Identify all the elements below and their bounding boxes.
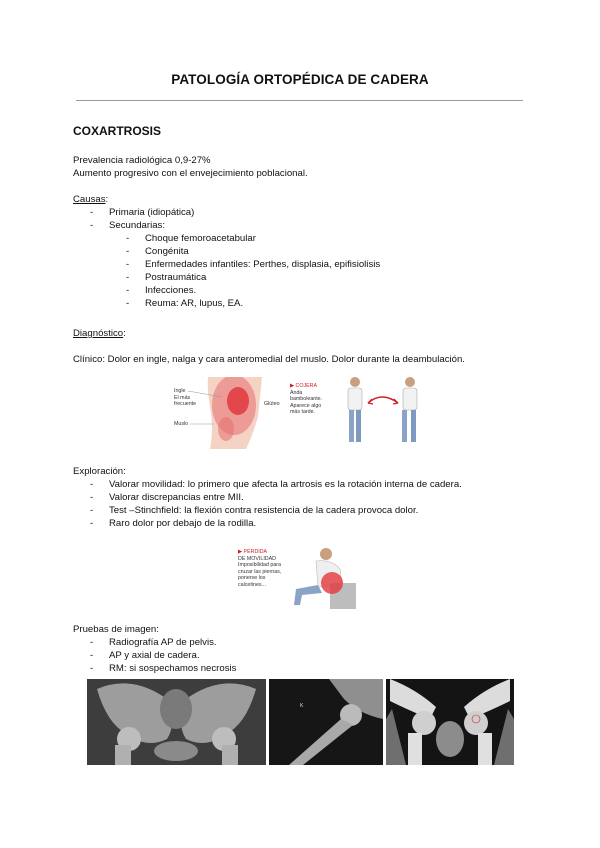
causas-colon: : bbox=[105, 194, 109, 205]
list-item-text: Primaria (idiopática) bbox=[109, 207, 195, 218]
hip-axial-xray-graphic bbox=[269, 679, 383, 765]
list-item bbox=[90, 662, 237, 675]
page-title: PATOLOGÍA ORTOPÉDICA DE CADERA bbox=[171, 72, 429, 87]
hip-mri-graphic bbox=[386, 679, 514, 765]
ingle-label-line: Ingle bbox=[174, 388, 186, 394]
cojera-line: bamboleante. bbox=[290, 396, 323, 402]
list-item bbox=[126, 271, 380, 284]
list-dash: - bbox=[90, 505, 94, 516]
movilidad-line: ponerse los bbox=[238, 575, 266, 581]
pelvis-xray-graphic bbox=[87, 679, 266, 765]
list-item bbox=[126, 297, 380, 310]
list-dash: - bbox=[126, 298, 130, 309]
list-item-text: Reuma: AR, lupus, EA. bbox=[145, 298, 244, 309]
list-item-text: AP y axial de cadera. bbox=[109, 650, 200, 661]
movilidad-title-text: PÉRDIDA bbox=[243, 549, 268, 555]
list-dash: - bbox=[126, 233, 130, 244]
clinico-text: Clínico: Dolor en ingle, nalga y cara anteromedial del muslo. Dolor durante la deambulación. bbox=[73, 354, 465, 365]
list-item bbox=[90, 504, 462, 517]
list-item-text: Radiografía AP de pelvis. bbox=[109, 637, 217, 648]
list-dash: - bbox=[126, 285, 130, 296]
causas-list bbox=[90, 206, 195, 232]
list-item-text: Raro dolor por debajo de la rodilla. bbox=[109, 518, 257, 529]
diagnostico-colon: : bbox=[123, 328, 126, 339]
cojera-line: Aparece algo bbox=[290, 402, 322, 409]
list-item bbox=[126, 258, 381, 271]
list-item-text: RM: si sospechamos necrosis bbox=[109, 663, 237, 674]
list-dash: - bbox=[90, 220, 94, 231]
list-dash: - bbox=[90, 650, 94, 661]
diagnostico-heading-text: Diagnóstico bbox=[73, 328, 124, 339]
list-item bbox=[126, 284, 380, 297]
mri-image bbox=[386, 679, 514, 765]
ingle-label-line: El más bbox=[174, 394, 191, 401]
list-item bbox=[90, 649, 236, 662]
list-item bbox=[90, 219, 194, 232]
list-item bbox=[90, 636, 236, 649]
list-item bbox=[90, 491, 462, 504]
list-item bbox=[126, 232, 380, 245]
movilidad-figure bbox=[233, 545, 358, 611]
xray-pelvis-image bbox=[87, 679, 266, 765]
ingle-label bbox=[174, 388, 196, 408]
list-dash: - bbox=[90, 518, 94, 529]
movilidad-line: Imposibilidad para bbox=[238, 562, 281, 568]
ingle-label-line: frecuente bbox=[174, 401, 197, 407]
movilidad-line: cruzar las piernas, bbox=[238, 568, 282, 575]
list-dash: - bbox=[126, 259, 130, 270]
section-title: COXARTROSIS bbox=[73, 124, 162, 138]
movilidad-title-line: DE MOVILIDAD bbox=[238, 555, 276, 562]
cojera-label bbox=[290, 383, 322, 416]
movilidad-line: calcetines... bbox=[238, 581, 266, 588]
pain-location-figure bbox=[170, 377, 262, 449]
xray-hip-axial-image bbox=[269, 679, 383, 765]
seated-man-illustration bbox=[288, 545, 358, 611]
list-item-text: Test –Stinchfield: la flexión contra resistencia de la cadera provoca dolor. bbox=[109, 505, 419, 516]
title-divider bbox=[76, 100, 523, 101]
list-item-text: Infecciones. bbox=[145, 285, 197, 296]
secundarias-list bbox=[126, 232, 381, 310]
list-dash: - bbox=[90, 637, 94, 648]
list-item-text: Enfermedades infantiles: Perthes, displasia, epifisiolisis bbox=[145, 259, 381, 270]
list-dash: - bbox=[90, 207, 94, 218]
exploracion-heading: Exploración: bbox=[73, 466, 126, 477]
list-item-text: Valorar movilidad: lo primero que afecta la artrosis es la rotación interna de cadera. bbox=[109, 479, 462, 490]
muslo-label: Muslo bbox=[174, 421, 189, 427]
pruebas-list bbox=[90, 636, 237, 675]
list-dash: - bbox=[126, 272, 130, 283]
red-arrow-icon: ▶ bbox=[290, 383, 296, 389]
xray-marker: K bbox=[300, 703, 304, 709]
exploracion-list bbox=[90, 478, 462, 530]
cojera-line: más tarde. bbox=[290, 409, 316, 415]
list-item bbox=[90, 517, 462, 530]
gluteo-label: Glúteo bbox=[264, 401, 280, 407]
cojera-title-text: COJERA bbox=[295, 383, 318, 389]
diagnostico-heading bbox=[73, 327, 126, 340]
list-dash: - bbox=[90, 663, 94, 674]
list-item-text: Postraumática bbox=[145, 272, 207, 283]
causas-heading bbox=[73, 193, 108, 206]
list-item-text: Valorar discrepancias entre MII. bbox=[109, 492, 244, 503]
pruebas-heading: Pruebas de imagen: bbox=[73, 624, 159, 635]
list-dash: - bbox=[90, 479, 94, 490]
list-dash: - bbox=[90, 492, 94, 503]
intro-prevalence: Prevalencia radiológica 0,9-27% bbox=[73, 155, 211, 166]
list-dash: - bbox=[126, 246, 130, 257]
list-item bbox=[90, 478, 462, 491]
movilidad-label bbox=[238, 549, 281, 588]
intro-aging: Aumento progresivo con el envejecimiento poblacional. bbox=[73, 168, 308, 179]
list-item-text: Choque femoroacetabular bbox=[145, 233, 256, 244]
walking-man-illustration bbox=[340, 375, 425, 447]
list-item-text: Secundarias: bbox=[109, 220, 165, 231]
list-item bbox=[90, 206, 195, 219]
red-arrow-icon: ▶ bbox=[238, 549, 244, 555]
list-item bbox=[126, 245, 380, 258]
cojera-figure bbox=[290, 375, 425, 447]
cojera-line: Anda bbox=[290, 389, 303, 396]
causas-heading-text: Causas bbox=[73, 194, 106, 205]
list-item-text: Congénita bbox=[145, 246, 189, 257]
